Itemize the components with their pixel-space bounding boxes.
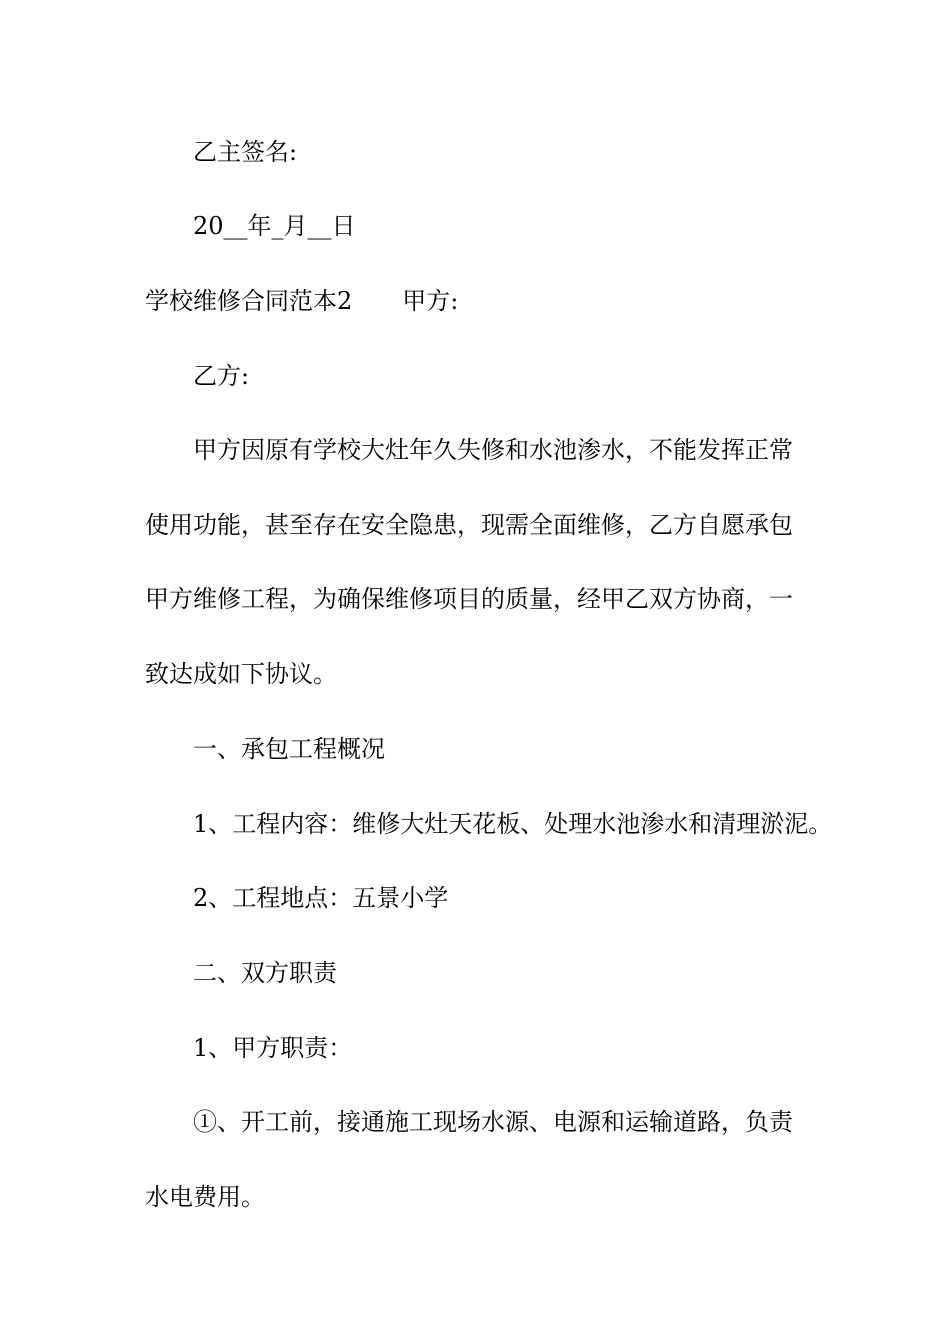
item-1-1: 1、工程内容：维修大灶天花板、处理水池渗水和清理淤泥。 [193, 810, 833, 838]
intro-paragraph-line-1: 甲方因原有学校大灶年久失修和水池渗水，不能发挥正常 [193, 436, 793, 464]
intro-paragraph-line-3: 甲方维修工程，为确保维修项目的质量，经甲乙双方协商，一 [145, 585, 793, 613]
intro-paragraph-line-2: 使用功能，甚至存在安全隐患，现需全面维修，乙方自愿承包 [145, 511, 793, 539]
item-2-1: 1、甲方职责： [193, 1034, 353, 1062]
signature-b-line: 乙主签名: [193, 138, 298, 166]
section-heading-2: 二、双方职责 [193, 959, 337, 987]
sub-item-1-line-1: ①、开工前，接通施工现场水源、电源和运输道路，负责 [193, 1108, 793, 1136]
intro-paragraph-line-4: 致达成如下协议。 [145, 660, 337, 688]
section-title-row [145, 285, 815, 317]
party-b-label: 乙方: [193, 362, 250, 390]
party-a-label: 甲方: [402, 287, 459, 315]
section-title: 学校维修合同范本2 [145, 287, 353, 315]
section-heading-1: 一、承包工程概况 [193, 735, 385, 763]
date-line: 20__年_月__日 [193, 212, 356, 240]
sub-item-1-line-2: 水电费用。 [145, 1183, 265, 1211]
item-1-2: 2、工程地点：五景小学 [193, 884, 449, 912]
